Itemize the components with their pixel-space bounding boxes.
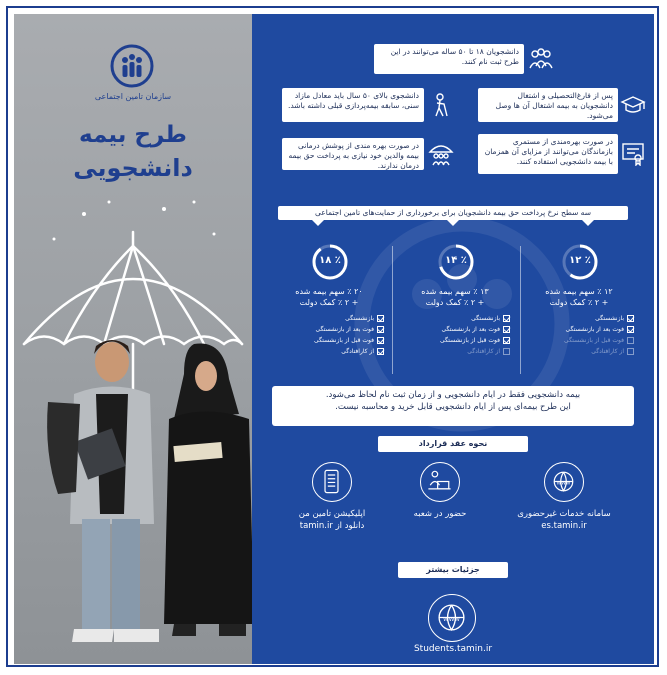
checkbox-icon — [377, 315, 384, 322]
banner-pointer-left — [312, 220, 324, 226]
info-card-parents: در صورت بهره مندی از پوشش درمانی بیمه والدین خود نیازی به پرداخت حق بیمه درمان ندارند. — [282, 138, 424, 170]
info-card-over-50: دانشجوی بالای ۵۰ سال باید معادل مازاد سنی، سابقه بیمه‌پردازی قبلی داشته باشد. — [282, 88, 424, 122]
certificate-icon — [620, 140, 646, 166]
method-app-label: اپلیکیشن تامین من — [298, 509, 366, 519]
notice-line1: بیمه دانشجویی فقط در ایام دانشجویی و از زمان ثبت نام لحاظ می‌شود. — [325, 390, 581, 400]
tamin-logo-icon — [110, 44, 154, 88]
plan-item-label: بازنشستگی — [595, 315, 624, 322]
info-card-graduation: پس از فارغ‌التحصیلی و اشتغال دانشجویان به بیمه اشتغال آن ها وصل می‌شود. — [478, 88, 618, 122]
plan-item-label: بازنشستگی — [471, 315, 500, 322]
checkbox-icon — [377, 326, 384, 333]
org-name: سازمان تامین اجتماعی — [94, 92, 172, 101]
plan-share-text: ۲۰ ٪ سهم بیمه شده — [295, 287, 363, 296]
plan-percent: ٪ ۱۲ — [569, 255, 591, 266]
students-group-icon — [528, 46, 554, 72]
banner-pointer-right — [582, 220, 594, 226]
banner-pointer-middle — [447, 220, 459, 226]
plan-share-text: ۱۲ ٪ سهم بیمه شده — [545, 287, 613, 296]
plan-column-18 — [274, 242, 384, 382]
right-panel — [252, 14, 654, 664]
plan-share — [524, 286, 634, 308]
www-globe-icon — [428, 594, 476, 642]
plan-item — [524, 325, 634, 334]
method-online[interactable] — [504, 508, 624, 532]
plan-item — [524, 336, 634, 345]
family-umbrella-icon — [428, 140, 454, 166]
checkbox-icon — [627, 348, 634, 355]
checkbox-icon — [627, 315, 634, 322]
plan-gov-text: + ۲ ٪ کمک دولت — [425, 298, 485, 307]
rates-banner: سه سطح نرخ پرداخت حق بیمه دانشجویان برای برخورداری از حمایت‌های تامین اجتماعی — [278, 206, 628, 220]
plan-share-text: ۱۳ ٪ سهم بیمه شده — [421, 287, 489, 296]
students-photo-icon — [24, 324, 252, 654]
plan-item — [524, 314, 634, 323]
checkbox-icon — [503, 315, 510, 322]
checkbox-icon — [503, 348, 510, 355]
plan-item-label: فوت بعد از بازنشستگی — [565, 326, 624, 333]
method-branch-label: حضور در شعبه — [413, 509, 467, 519]
plan-item — [274, 314, 384, 323]
plan-item — [274, 336, 384, 345]
page-title-line1: طرح بیمه — [79, 122, 187, 148]
method-app-download[interactable]: دانلود از tamin.ir — [299, 521, 365, 531]
page-title-line2: دانشجویی — [73, 154, 193, 182]
plan-item-label: فوت بعد از بازنشستگی — [441, 326, 500, 333]
checkbox-icon — [377, 348, 384, 355]
column-divider — [520, 246, 521, 374]
plan-item — [274, 347, 384, 356]
branch-office-icon — [420, 462, 460, 502]
plan-item — [274, 325, 384, 334]
www-globe-icon — [544, 462, 584, 502]
plan-item — [400, 325, 510, 334]
www-label: WWW — [443, 616, 460, 623]
graduation-cap-icon — [620, 92, 646, 118]
plan-item-label: از کارافتادگی — [467, 348, 500, 355]
info-card-age: دانشجویان ۱۸ تا ۵۰ ساله می‌توانند در این طرح ثبت نام کنند. — [374, 44, 524, 74]
plan-item-label: از کارافتادگی — [591, 348, 624, 355]
plan-item — [400, 336, 510, 345]
elderly-person-icon — [428, 92, 454, 118]
plan-share — [400, 286, 510, 308]
plan-item-label: فوت قبل از بازنشستگی — [313, 337, 374, 344]
plan-item-label: از کارافتادگی — [341, 348, 374, 355]
www-label: WWW — [556, 481, 571, 487]
plan-item-label: بازنشستگی — [345, 315, 374, 322]
checkbox-icon — [503, 337, 510, 344]
plan-share — [274, 286, 384, 308]
plan-item — [400, 314, 510, 323]
mobile-app-icon — [312, 462, 352, 502]
checkbox-icon — [377, 337, 384, 344]
method-app[interactable] — [272, 508, 392, 532]
plan-item — [524, 347, 634, 356]
info-card-survivor: در صورت بهره‌مندی از مستمری بازماندگان می‌توانند از مزایای آن همزمان با بیمه دانشجویی استفاده کنند. — [478, 134, 618, 174]
plan-gov-text: + ۲ ٪ کمک دولت — [299, 298, 359, 307]
plan-column-14 — [400, 242, 510, 382]
notice-box — [272, 386, 634, 426]
students-url-link[interactable]: Students.tamin.ir — [413, 644, 493, 654]
plan-percent: ٪ ۱۴ — [445, 255, 467, 266]
method-online-url[interactable]: es.tamin.ir — [541, 521, 587, 531]
plan-gov-text: + ۲ ٪ کمک دولت — [549, 298, 609, 307]
plan-item — [400, 347, 510, 356]
plan-item-label: فوت بعد از بازنشستگی — [315, 326, 374, 333]
checkbox-icon — [503, 326, 510, 333]
column-divider — [392, 246, 393, 374]
checkbox-icon — [627, 337, 634, 344]
plan-percent: ٪ ۱۸ — [319, 255, 341, 266]
method-online-label: سامانه خدمات غیرحضوری — [517, 509, 611, 519]
checkbox-icon — [627, 326, 634, 333]
notice-line2: این طرح بیمه‌ای پس از ایام دانشجویی قابل خرید و محاسبه نیست. — [335, 402, 571, 412]
plan-column-12 — [524, 242, 634, 382]
plan-item-label: فوت قبل از بازنشستگی — [439, 337, 500, 344]
plan-item-label: فوت قبل از بازنشستگی — [563, 337, 624, 344]
method-branch[interactable] — [380, 508, 500, 520]
contract-title: نحوه عقد قرارداد — [378, 436, 528, 452]
left-panel — [14, 14, 252, 664]
more-details-title: جزئیات بیشتر — [398, 562, 508, 578]
